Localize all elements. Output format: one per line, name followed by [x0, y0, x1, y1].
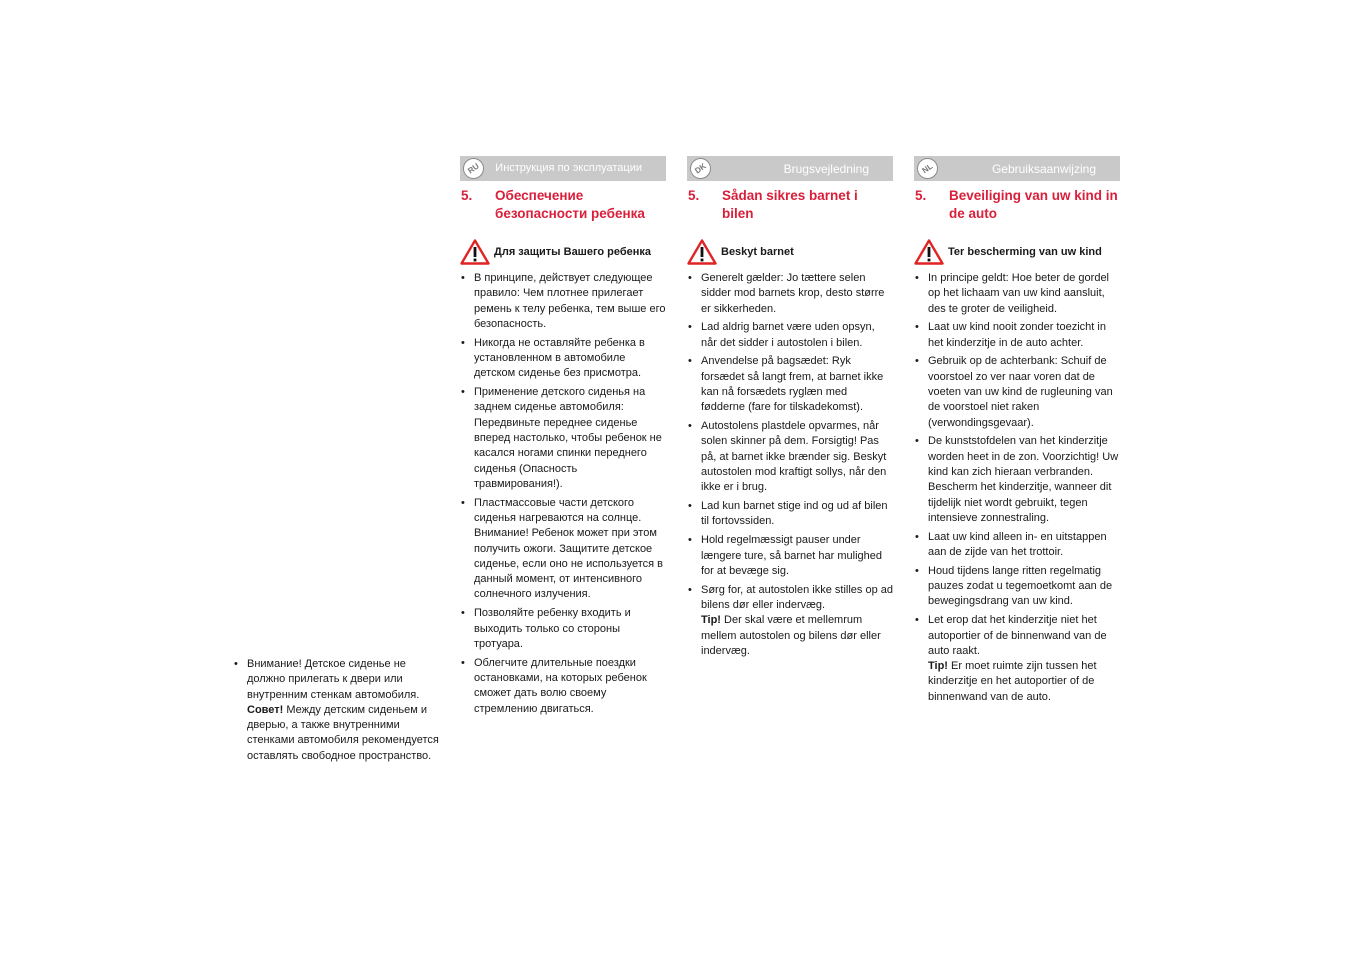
column-nl — [914, 156, 1120, 709]
warning-heading — [914, 239, 1120, 265]
column-dk — [687, 156, 893, 663]
language-badge: DK — [686, 154, 715, 183]
section-number: 5. — [461, 188, 473, 203]
tip-label: Tip! — [928, 660, 948, 673]
bullet-list — [687, 271, 893, 659]
section-heading — [688, 187, 893, 223]
list-item: • Применение детского сиденья на заднем сиденье автомобиля: Передвиньте переднее сиденье вперед настолько, чтобы ребенок не касался ногами спинки переднего сиденья (Опасность травмирования!). — [460, 385, 666, 492]
list-item: • Никогда не оставляйте ребенка в установленном в автомобиле детском сиденье без присмотра. — [460, 336, 666, 382]
section-number: 5. — [688, 188, 700, 203]
language-header-bar — [687, 156, 893, 181]
column-ru — [460, 156, 666, 720]
language-badge: NL — [913, 154, 942, 183]
list-item: • Hold regelmæssigt pauser under længere ture, så barnet har mulighed for at bevæge sig. — [687, 533, 893, 579]
list-item: • Облегчите длительные поездки остановками, на которых ребенок сможет дать волю своему стремлению двигаться. — [460, 656, 666, 717]
bullet-list — [914, 271, 1120, 705]
manual-title: Brugsvejledning — [783, 162, 869, 176]
list-item: • In principe geldt: Hoe beter de gordel op het lichaam van uw kind aansluit, des te groter de veiligheid. — [914, 271, 1120, 317]
bullet-list — [460, 271, 666, 717]
section-title: Обеспечение безопасности ребенка — [495, 188, 645, 221]
warning-triangle-icon — [914, 239, 944, 265]
section-number: 5. — [915, 188, 927, 203]
section-heading — [915, 187, 1120, 223]
warning-title: Beskyt barnet — [721, 246, 794, 258]
list-item: • Позволяйте ребенку входить и выходить только со стороны тротуара. — [460, 606, 666, 652]
list-item: • Let erop dat het kinderzitje niet het autoportier of de binnenwand van de auto raakt. Tip! Er moet ruimte zijn tussen het kinderzitje en het autoportier of de binnenwand van de auto. — [914, 613, 1120, 705]
manual-title: Gebruiksaanwijzing — [991, 162, 1096, 176]
list-item: • Houd tijdens lange ritten regelmatig pauzes zodat u tegemoetkomt aan de bewegingsdrang van uw kind. — [914, 564, 1120, 610]
warning-triangle-icon — [460, 239, 490, 265]
warning-triangle-icon — [687, 239, 717, 265]
list-item: • De kunststofdelen van het kinderzitje worden heet in de zon. Voorzichtig! Uw kind kan zich hieraan verbranden. Bescherm het kinderzitje, wanneer dit tijdelijk niet wordt gebruikt, tegen intensieve zonnestraling. — [914, 434, 1120, 526]
section-heading — [461, 187, 666, 223]
left-continuation-note — [233, 657, 443, 768]
warning-heading — [687, 239, 893, 265]
list-item: • Lad kun barnet stige ind og ud af bilen til fortovssiden. — [687, 499, 893, 530]
tip-label: Совет! — [247, 703, 284, 716]
warning-title: Ter bescherming van uw kind — [948, 246, 1102, 258]
list-item: • Autostolens plastdele opvarmes, når solen skinner på dem. Forsigtig! Pas på, at barnet ikke brænder sig. Beskyt autostolen mod kraftigt sollys, når den ikke er i brug. — [687, 419, 893, 495]
list-item: • Gebruik op de achterbank: Schuif de voorstoel zo ver naar voren dat de voeten van uw kind de rugleuning van de voorstoel niet raken (verwondingsgevaar). — [914, 354, 1120, 430]
list-item: • Sørg for, at autostolen ikke stilles op ad bilens dør eller indervæg. Tip! Der skal være et mellemrum mellem autostolen og bilens dør eller indervæg. — [687, 583, 893, 659]
manual-title: Инструкция по эксплуатации — [495, 162, 642, 174]
list-item: • Laat uw kind nooit zonder toezicht in het kinderzitje in de auto achter. — [914, 320, 1120, 351]
tip-label: Tip! — [701, 614, 721, 627]
section-title: Beveiliging van uw kind in de auto — [949, 188, 1118, 221]
list-item: • Anvendelse på bagsædet: Ryk forsædet så langt frem, at barnet ikke kan nå forsædets ryglæn med fødderne (fare for tilskadekomst). — [687, 354, 893, 415]
language-badge: RU — [459, 154, 488, 183]
warning-heading — [460, 239, 666, 265]
warning-title: Для защиты Вашего ребенка — [494, 246, 652, 258]
bullet-list — [233, 657, 443, 764]
list-item: • Lad aldrig barnet være uden opsyn, når det sidder i autostolen i bilen. — [687, 320, 893, 351]
language-header-bar — [460, 156, 666, 181]
list-item: • Generelt gælder: Jo tættere selen sidder mod barnets krop, desto større er sikkerheden. — [687, 271, 893, 317]
language-header-bar — [914, 156, 1120, 181]
list-item: • Laat uw kind alleen in- en uitstappen aan de zijde van het trottoir. — [914, 530, 1120, 561]
list-item: • Пластмассовые части детского сиденья нагреваются на солнце. Внимание! Ребенок может при этом получить ожоги. Защитите детское сиденье, если оно не используется в данный момент, от интенсивного солнечного излучения. — [460, 496, 666, 603]
section-title: Sådan sikres barnet i bilen — [722, 188, 858, 221]
list-item: • В принципе, действует следующее правило: Чем плотнее прилегает ремень к телу ребенка, тем выше его безопасность. — [460, 271, 666, 332]
list-item: • Внимание! Детское сиденье не должно прилегать к двери или внутренним стенкам автомобиля. Совет! Между детским сиденьем и дверью, а также внутренними стенками автомобиля рекомендуется оставлять свободное пространство. — [233, 657, 443, 764]
